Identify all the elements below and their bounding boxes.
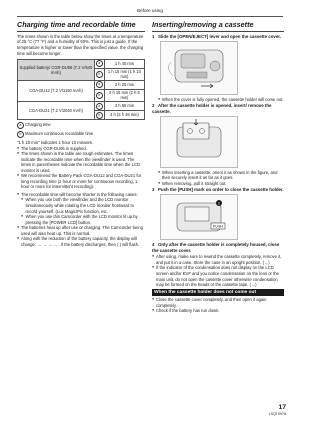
- cassette-push-illustration: [160, 194, 238, 240]
- circle-b-icon: b: [17, 131, 24, 138]
- charging-time-cell: 1 h 40 min: [104, 59, 144, 68]
- label-b-cell: [94, 89, 104, 101]
- bullets-2-sub: [21, 197, 145, 225]
- right-column: [152, 21, 284, 314]
- svg-text:1: 1: [217, 200, 221, 206]
- circle-b-icon: b: [96, 112, 103, 119]
- notes: [152, 254, 284, 287]
- legend-a: [17, 122, 145, 129]
- bullet: ● The times shown in the table are rough estimates. The times indicate the recordable time when the viewfinder is used. The times in parentheses indicate the recordable time when the LCD monitor is used.: [17, 151, 145, 173]
- sub-bullet: ● When you use this Camcorder with the LCD monitor lit up by pressing the [POWER LCD] button.: [21, 214, 145, 225]
- left-column: [17, 21, 145, 247]
- section-underline: [17, 31, 145, 32]
- final-bullets: [152, 297, 284, 314]
- bullet: ● We recommend the Battery Pack CGA-DU12 and CGA-DU21 for long recording time (2 hour or more for continuous recording, 1 hour or more for intermittent recording).: [17, 173, 145, 190]
- table-row: [18, 80, 145, 89]
- legend-b-text: Maximum continuous recordable time: [25, 131, 94, 136]
- step-1: 1 Slide the [OPEN/EJECT] lever and open the cassette cover.: [152, 33, 281, 39]
- charging-time-cell: 2 h 25 min: [104, 80, 144, 89]
- circle-b-icon: b: [96, 92, 103, 99]
- recordable-time-cell: 4 h (3 h 45 min): [104, 111, 144, 120]
- bullet: ● The recordable time will become shorter in the following cases:: [17, 192, 145, 198]
- recordable-time-cell: 2 h 15 min (2 h 5 min): [104, 89, 144, 101]
- charging-table: [17, 59, 145, 120]
- svg-text:PUSH: PUSH: [213, 224, 223, 229]
- note: ● After using, make sure to rewind the cassette completely, remove it, and put it in a case. Store the case in an upright position. (→): [152, 254, 284, 265]
- table-row: [18, 59, 145, 68]
- legend-a-text: Charging time: [25, 122, 51, 127]
- step1-bullets: [158, 97, 284, 103]
- bullet: ● When the cover is fully opened, the cassette holder will come out.: [158, 97, 284, 103]
- bullet: ● When removing, pull it straight out.: [158, 181, 284, 187]
- bullet: ● Check if the battery has run down.: [152, 308, 284, 314]
- page-footer: [262, 405, 286, 416]
- step2-bullets: [158, 170, 284, 187]
- circle-a-icon: a: [17, 122, 24, 129]
- bullet: ● When inserting a cassette, orient it as shown in the figure, and then securely insert it as far as it goes.: [158, 170, 284, 181]
- intro-paragraph: The times shown in the table below show the times at a temperature of 25 °C (77 °F) and a humidity of 60%. This is just a guide. If the temperature is higher or lower than the specified value, the charging time will become longer.: [17, 33, 144, 56]
- step-2: 2 After the cassette holder is opened, insert/ remove the cassette.: [152, 103, 272, 114]
- bullet: ● The batteries heat up after use or charging. The Camcorder being used will also heat up. This is normal.: [17, 225, 145, 236]
- section-title-charging: Charging time and recordable time: [17, 20, 136, 29]
- footnote: "1 h 10 min" indicates 1 hour 10 minutes.: [17, 140, 94, 145]
- label-a-cell: [94, 59, 104, 68]
- bullets-3: [17, 225, 145, 247]
- section-title-cassette: Inserting/removing a cassette: [152, 20, 254, 29]
- bullets-1: [17, 146, 145, 190]
- cassette-insert-illustration: [160, 116, 238, 168]
- legend-b: [17, 131, 145, 138]
- battery-cell: CGA-DU21 (7.2 V/2040 mAh): [18, 102, 95, 120]
- running-header: Before using: [137, 8, 163, 13]
- label-b-cell: [94, 68, 104, 80]
- step-4: 4 Only after the cassette holder is completely housed, close the cassette cover.: [152, 241, 280, 253]
- label-b-cell: [94, 111, 104, 120]
- bullet: ● Along with the reduction of the battery capacity, the display will change: → → → → . If the battery discharges, then ( ) will flash.: [17, 236, 145, 247]
- step-3: 3 Push the [PUSH] mark on order to close the cassette holder.: [152, 187, 284, 193]
- header-rule: [17, 16, 283, 17]
- sub-bullet: ● When you use both the viewfinder and the LCD monitor simultaneously while rotating the LCD monitor frontward to record yourself. (Lux Magic/Pix function, etc.: [21, 197, 145, 214]
- page-code: LSQT0975: [268, 411, 286, 416]
- battery-cell: Supplied battery/ CGR-DU06 (7.2 V/640 mAh): [18, 59, 95, 80]
- circle-a-icon: a: [96, 81, 103, 88]
- label-a-cell: [94, 80, 104, 89]
- charging-time-cell: 3 h 55 min: [104, 102, 144, 111]
- section-underline: [152, 31, 284, 32]
- recordable-time-cell: 1 h 15 min (1 h 10 min): [104, 68, 144, 80]
- black-heading: When the cassette holder does not come out: [152, 289, 284, 296]
- bullet: ● The battery CGR-DU06 is supplied.: [17, 146, 145, 152]
- camcorder-open-illustration: [160, 41, 238, 95]
- label-a-cell: [94, 102, 104, 111]
- circle-a-icon: a: [96, 103, 103, 110]
- note: ● If the indicator of the condensation does not display on the LCD screen and/or EVF and you notice condensation on the lens or the main unit, do not open the cassette cover otherwise condensation may be formed on the heads or the cassette tape. (→): [152, 265, 284, 287]
- circle-b-icon: b: [96, 71, 103, 78]
- battery-cell: CGA-DU12 (7.2 V/1150 mAh): [18, 80, 95, 101]
- page-number: 17: [278, 404, 286, 411]
- bullet: ● Close the cassette cover completely, and then open it again completely.: [152, 297, 284, 308]
- table-row: [18, 102, 145, 111]
- circle-a-icon: a: [96, 60, 103, 67]
